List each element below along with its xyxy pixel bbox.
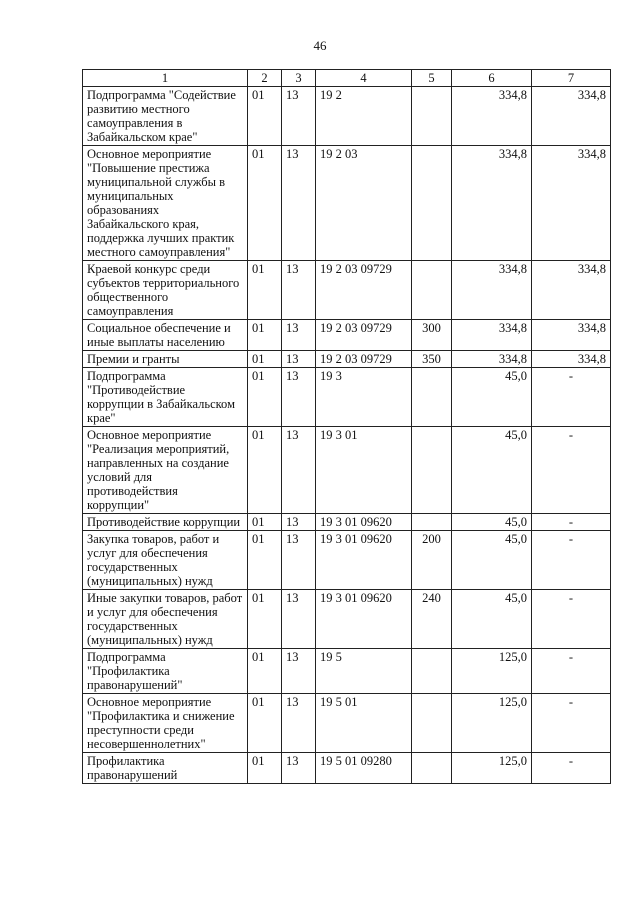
expense-type-cell: 200 (412, 531, 452, 590)
amount-col7-cell: 334,8 (532, 320, 611, 351)
subsection-code-cell: 13 (282, 649, 316, 694)
target-article-cell: 19 2 03 09729 (316, 351, 412, 368)
amount-col7-cell: - (532, 514, 611, 531)
section-code-cell: 01 (248, 427, 282, 514)
subsection-code-cell: 13 (282, 590, 316, 649)
item-name-cell: Закупка товаров, работ и услуг для обеспечения государственных (муниципальных) нужд (83, 531, 248, 590)
amount-col7-cell: 334,8 (532, 261, 611, 320)
section-code-cell: 01 (248, 514, 282, 531)
section-code-cell: 01 (248, 261, 282, 320)
subsection-code-cell: 13 (282, 87, 316, 146)
target-article-cell: 19 3 01 (316, 427, 412, 514)
amount-col6-cell: 125,0 (452, 649, 532, 694)
target-article-cell: 19 3 01 09620 (316, 590, 412, 649)
amount-col6-cell: 334,8 (452, 351, 532, 368)
page-number: 46 (313, 38, 327, 53)
expense-type-cell (412, 368, 452, 427)
item-name-cell: Подпрограмма "Содействие развитию местного самоуправления в Забайкальском крае" (83, 87, 248, 146)
subsection-code-cell: 13 (282, 351, 316, 368)
table-row (83, 753, 611, 784)
table-row (83, 531, 611, 590)
item-name-cell: Профилактика правонарушений (83, 753, 248, 784)
section-code-cell: 01 (248, 351, 282, 368)
amount-col6-cell: 334,8 (452, 261, 532, 320)
item-name-cell: Противодействие коррупции (83, 514, 248, 531)
header-cell: 1 (83, 70, 248, 87)
item-name-cell: Основное мероприятие "Повышение престижа муниципальной службы в муниципальных образованиях Забайкальского края, поддержка лучших практик местного самоуправления" (83, 146, 248, 261)
subsection-code-cell: 13 (282, 368, 316, 427)
table-row (83, 261, 611, 320)
table-row (83, 694, 611, 753)
subsection-code-cell: 13 (282, 261, 316, 320)
item-name-cell: Подпрограмма "Профилактика правонарушений" (83, 649, 248, 694)
subsection-code-cell: 13 (282, 514, 316, 531)
item-name-cell: Подпрограмма "Противодействие коррупции в Забайкальском крае" (83, 368, 248, 427)
table-row (83, 590, 611, 649)
header-cell: 3 (282, 70, 316, 87)
amount-col7-cell: - (532, 649, 611, 694)
amount-col7-cell: - (532, 427, 611, 514)
amount-col6-cell: 334,8 (452, 87, 532, 146)
item-name-cell: Основное мероприятие "Профилактика и снижение преступности среди несовершеннолетних" (83, 694, 248, 753)
section-code-cell: 01 (248, 320, 282, 351)
section-code-cell: 01 (248, 753, 282, 784)
amount-col7-cell: 334,8 (532, 351, 611, 368)
header-cell: 6 (452, 70, 532, 87)
expense-type-cell (412, 146, 452, 261)
item-name-cell: Премии и гранты (83, 351, 248, 368)
target-article-cell: 19 5 (316, 649, 412, 694)
amount-col6-cell: 45,0 (452, 368, 532, 427)
expense-type-cell: 240 (412, 590, 452, 649)
item-name-cell: Краевой конкурс среди субъектов территориального общественного самоуправления (83, 261, 248, 320)
target-article-cell: 19 3 01 09620 (316, 531, 412, 590)
section-code-cell: 01 (248, 649, 282, 694)
amount-col7-cell: - (532, 753, 611, 784)
item-name-cell: Основное мероприятие "Реализация мероприятий, направленных на создание условий для противодействия коррупции" (83, 427, 248, 514)
target-article-cell: 19 2 03 (316, 146, 412, 261)
table-row (83, 514, 611, 531)
amount-col6-cell: 45,0 (452, 514, 532, 531)
target-article-cell: 19 3 01 09620 (316, 514, 412, 531)
table-row (83, 146, 611, 261)
table-row (83, 649, 611, 694)
section-code-cell: 01 (248, 368, 282, 427)
table-row (83, 87, 611, 146)
amount-col7-cell: - (532, 368, 611, 427)
target-article-cell: 19 5 01 09280 (316, 753, 412, 784)
subsection-code-cell: 13 (282, 694, 316, 753)
expense-type-cell (412, 427, 452, 514)
amount-col6-cell: 334,8 (452, 146, 532, 261)
target-article-cell: 19 2 03 09729 (316, 261, 412, 320)
section-code-cell: 01 (248, 590, 282, 649)
amount-col6-cell: 45,0 (452, 590, 532, 649)
expense-type-cell (412, 261, 452, 320)
header-row (83, 70, 611, 87)
amount-col6-cell: 45,0 (452, 427, 532, 514)
section-code-cell: 01 (248, 531, 282, 590)
expense-type-cell (412, 694, 452, 753)
amount-col7-cell: - (532, 694, 611, 753)
amount-col6-cell: 125,0 (452, 753, 532, 784)
subsection-code-cell: 13 (282, 531, 316, 590)
amount-col7-cell: 334,8 (532, 87, 611, 146)
target-article-cell: 19 3 (316, 368, 412, 427)
target-article-cell: 19 2 03 09729 (316, 320, 412, 351)
table-row (83, 427, 611, 514)
expense-type-cell (412, 753, 452, 784)
subsection-code-cell: 13 (282, 320, 316, 351)
amount-col6-cell: 45,0 (452, 531, 532, 590)
expense-type-cell (412, 649, 452, 694)
section-code-cell: 01 (248, 694, 282, 753)
header-cell: 4 (316, 70, 412, 87)
header-cell: 2 (248, 70, 282, 87)
expense-type-cell (412, 87, 452, 146)
header-cell: 7 (532, 70, 611, 87)
expense-type-cell: 300 (412, 320, 452, 351)
amount-col6-cell: 125,0 (452, 694, 532, 753)
amount-col6-cell: 334,8 (452, 320, 532, 351)
target-article-cell: 19 5 01 (316, 694, 412, 753)
amount-col7-cell: - (532, 590, 611, 649)
amount-col7-cell: - (532, 531, 611, 590)
expense-type-cell (412, 514, 452, 531)
amount-col7-cell: 334,8 (532, 146, 611, 261)
header-cell: 5 (412, 70, 452, 87)
subsection-code-cell: 13 (282, 427, 316, 514)
subsection-code-cell: 13 (282, 753, 316, 784)
item-name-cell: Иные закупки товаров, работ и услуг для обеспечения государственных (муниципальных) нужд (83, 590, 248, 649)
table-row (83, 351, 611, 368)
table-body (83, 87, 611, 784)
section-code-cell: 01 (248, 146, 282, 261)
expense-type-cell: 350 (412, 351, 452, 368)
section-code-cell: 01 (248, 87, 282, 146)
target-article-cell: 19 2 (316, 87, 412, 146)
budget-table (82, 69, 611, 784)
subsection-code-cell: 13 (282, 146, 316, 261)
table-row (83, 368, 611, 427)
item-name-cell: Социальное обеспечение и иные выплаты населению (83, 320, 248, 351)
table-row (83, 320, 611, 351)
